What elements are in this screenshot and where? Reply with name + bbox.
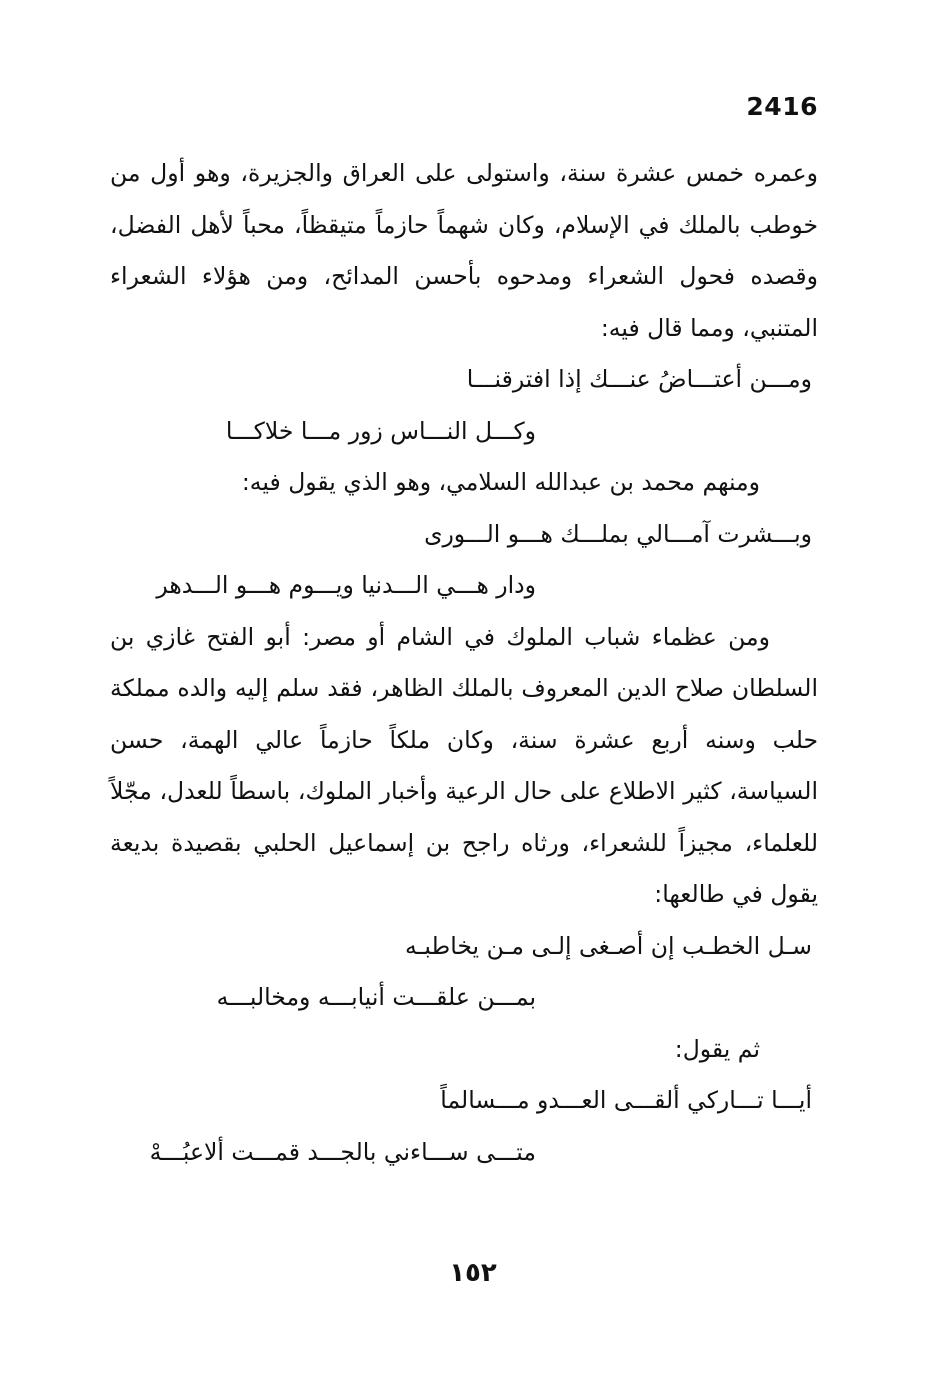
verse-1-second-hemistich: وكـــل النـــاس زور مـــا خلاكـــا [225, 416, 536, 445]
verse-1-first-hemistich: ومـــن أعتـــاضُ عنـــك إذا افترقنـــا [466, 365, 812, 393]
text-line: حلب وسنه أربع عشرة سنة، وكان ملكاً حازماً عالي الهمة، حسن السياسة، [110, 725, 818, 805]
verse-3-first-hemistich: سـل الخطـب إن أصـغى إلـى مـن يخاطبـه [404, 931, 812, 960]
text-line: خوطب بالملك في الإسلام، وكان شهماً حازماً متيقظاً، محباً لأهل الفضل، [110, 210, 818, 239]
text-line: ومن عظماء شباب الملوك في الشام أو مصر: أبو الفتح غازي بن [110, 622, 770, 651]
verse-2-second-hemistich: ودار هـــي الـــدنيا ويـــوم هـــو الـــدهر [156, 571, 536, 599]
page-number-top: 2416 [746, 92, 818, 121]
verse-2-first-hemistich: وبـــشرت آمـــالي بملـــك هـــو الـــورى [424, 519, 812, 548]
text-line: ومما قال فيه: [600, 313, 735, 342]
text-line: السلطان صلاح الدين المعروف بالملك الظاهر، فقد سلم إليه والده مملكة [110, 674, 818, 702]
text-line: مجيزاً للشعراء، ورثاه راجح بن إسماعيل الحلبي بقصيدة بديعة يقول في [110, 828, 818, 908]
verse-intro: ومنهم محمد بن عبدالله السلامي، وهو الذي يقول فيه: [241, 468, 760, 496]
page-body [110, 148, 818, 1178]
verse-3-second-hemistich: بمـــن علقـــت أنيابـــه ومخالبـــه [216, 983, 536, 1011]
text-line: طالعها: [654, 880, 725, 908]
verse-4-first-hemistich: أيـــا تـــاركي ألقـــى العـــدو مـــسالماً [440, 1086, 812, 1114]
paragraph-2 [110, 612, 818, 921]
text-line: كثير الاطلاع على حال الرعية وأخبار الملوك، باسطاً للعدل، مجّلاً للعلماء، [110, 777, 818, 857]
verse-4-second-hemistich: متـــى ســـاءني بالجـــد قمـــت ألاعبُـــهْ [149, 1137, 536, 1166]
paragraph-1 [110, 148, 818, 354]
text-line: وقصده فحول الشعراء ومدحوه بأحسن المدائح، ومن هؤلاء الشعراء المتنبي، [110, 262, 818, 342]
verse-intro: ثم يقول: [674, 1034, 760, 1063]
text-line: وعمره خمس عشرة سنة، واستولى على العراق والجزيرة، وهو أول من [110, 159, 818, 187]
page-number-bottom: ١٥٢ [449, 1258, 497, 1288]
